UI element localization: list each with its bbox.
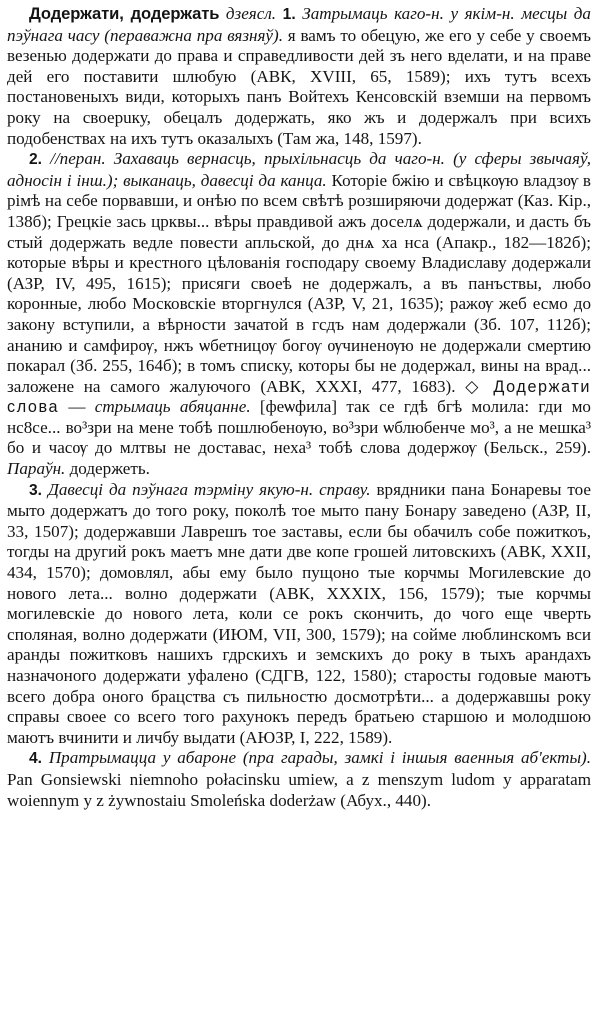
sense-2 <box>7 149 591 480</box>
sense-citations: врядники пана Бонаревы тое мыто додержатъ до того року, поколѣ тое мыто пану Бонару заведено (АЗР, II, 33, 1507); додержавши Лаврешъ тое заставы, если бы обачилъ собе пожиткоъ, тогды на другий рокъ маетъ мне дати две копе грошей литовскихъ (АВК, XXII, 434, 1570); домовлял, абы ему было пущоно тые корчмы Могилевские до нового лета... волно додержати (АВК, XXXIX, 156, 1579); тые корчмы могилевскіе до нового лета, коли се рокъ скончить, до чого еще чверть споляная, волно додержати (ИЮМ, VII, 300, 1579); на сойме люблинскомъ вси аранды пожитковъ нашихъ гдрскихъ и земскихъ до року в тыхъ арандахъ назначоного додержати уфалено (СДГВ, 122, 1580); старосты годовые маютъ всего добра оного брацства съ пильностю досмотрѣти... а додержавшы року справы своее со всего того рахунокъ передъ братьею старшою и молодшою маютъ вчинити и личбу выдати (АЮЗР, I, 222, 1589). <box>7 479 592 747</box>
sense-definition: перан. Захаваць вернасць, прыхільнасць да чаго-н. (у сферы звычаяў, адносін і інш.); выканаць, давесці да канца. <box>7 149 591 190</box>
sense-definition: Давесці да пэўнага тэрміну якую-н. справу. <box>47 479 371 499</box>
sense-citations: Pan Gonsiewski niemnoho połacinsku umiew, a z menszym ludom y apparatam woiennym y z żywnostaiu Smoleńska doderżaw (Абух., 440). <box>7 769 591 810</box>
sense-definition: Пратрымацца у абароне (пра гарады, замкі і іншыя ваенныя аб'екты). <box>48 748 591 768</box>
phrase-citations: [феѡфила] так се гдѣ бгѣ молила: гди мо нс8се... во³зри на мене тобѣ пошлюбенѹю, во³зри ѡблюбенче мо³, а не мешка³ бо и часѹ до млтвы не доставас, неха³ тобѣ слова додержѹ (Бельск., 259). <box>7 397 591 458</box>
phrase-diamond-icon: ◇ <box>465 376 484 396</box>
sense-definition: Затрымаць каго-н. у якім-н. месцы да пэўнага часу (пераважна пра вязняў). <box>7 4 591 45</box>
phrase-dash: — <box>68 397 86 417</box>
sense-3 <box>7 480 591 749</box>
sense-number: 3. <box>29 481 43 499</box>
sense-number: 4. <box>29 750 43 768</box>
phrase-definition: стрымаць абяцанне. <box>94 397 251 417</box>
sense-citations: Которіе бжію и свѣцкѹю владзѹ в рімѣ на себе порвавши, и онѣю по всем свѣтѣ розширяючи додержат (Каз. Кір., 138б); Грецкіе зась црквы... вѣры правдивой ажъ доселѧ додержали, и дасть бъ стый додержать ведле повести апльской, до днѧ ха нса (Апакр., 182—182б); которые вѣры и крестного цѣлованія господару своему Владиславу додержали (АЗР, IV, 495, 1615); присяги своеѣ не додержалъ, а въ панъствы, любо коронные, любо Московскіе вторгнулся (АЗР, V, 21, 1635); ражѹ жеб есмо до закону вступили, а вѣрности зачатой в гсдъ нам додержали (Зб. 107, 112б); ананию и самфирѹ, нжъ ѡбетницѹ богѹ ѹчиненѹю не додержали смертию покарал (Зб. 255, 164б); в томъ списку, которы бы не додержал, вины на врад... заложене на самого жалуючого (АВК, XXXI, 477, 1683). <box>7 170 591 396</box>
headword: Додержати, додержать <box>29 4 220 23</box>
parallel-label: Параўн. <box>7 459 66 479</box>
sense-number: 1. <box>282 6 296 23</box>
grammar-label: дзеясл. <box>225 4 277 23</box>
phrase-headword: Додержати слова <box>7 377 591 417</box>
dictionary-entry <box>7 4 591 811</box>
sense-1 <box>7 4 591 149</box>
sense-number: 2. <box>29 151 43 169</box>
sense-citations: я вамъ то обецую, же его у себе у своемъ везенью додержати до права и справедливости дей зъ него вделати, и на праве дей его поставити шлюбую (АВК, XVIII, 65, 1589); ихъ тутъ всехъ постановеныхъ види, которыхъ панъ Войтехъ Кенсовскій вземши на первомъ року на своерuку, обецалъ додержать, яко жъ и додержалъ при всихъ подобенствах на ихъ тутъ оказалыхъ (Там жа, 148, 1597). <box>7 25 591 148</box>
sense-4 <box>7 748 591 811</box>
parallel-reference: додержеть. <box>69 459 150 479</box>
figurative-marker: // <box>50 149 60 169</box>
